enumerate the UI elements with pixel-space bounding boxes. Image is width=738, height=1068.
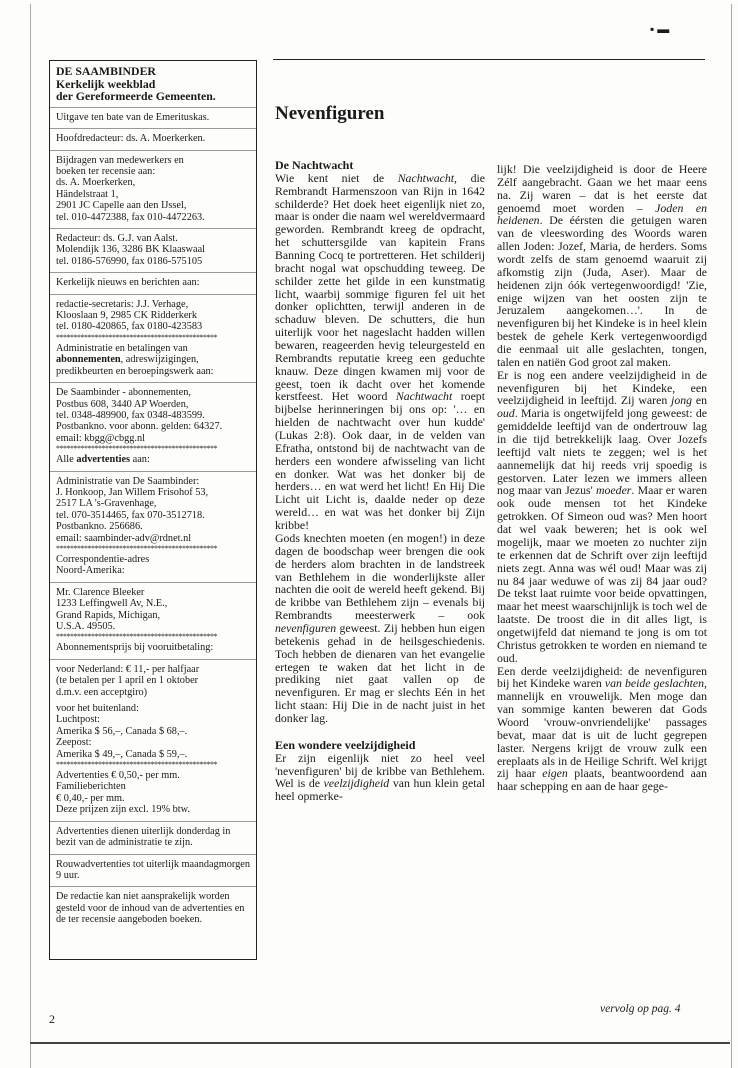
prices-abroad bbox=[56, 703, 250, 760]
line: De Saambinder - abonnementen, bbox=[56, 387, 191, 399]
text: Wie kent niet de bbox=[275, 170, 398, 185]
text: . Maar er waren ook oude mensen tot het Kindeke getrokken. Of Simeon oud was? Men hoort dat wel vaak beweren; het is ook wel mogelijk, maar we moeten zo nuchter zijn te erkennen dat de Schrift over zijn leeftijd niets zegt. Anna was wél oud! Maar was zij nu 84 jaar weduwe of was zij 84 jaar oud? De tekst laat ruimte voor beide opvattingen, maar het meest waarschijnlijk is toch wel de laatste. De troost die in dit alles ligt, is ongetwijfeld dat niemand te jong is om tot Christus getrokken te worden en niemand te oud. bbox=[497, 483, 707, 665]
text: Er is nog een andere veelzijdigheid in de nevenfiguren bij het Kindeke, een veelzijdigheid in leeftijd. Zij waren bbox=[497, 367, 707, 408]
divider bbox=[50, 821, 256, 822]
line: tel. 010-4472388, fax 010-4472263. bbox=[56, 211, 205, 223]
paragraph bbox=[275, 752, 485, 803]
line: (te betalen per 1 april en 1 oktober bbox=[56, 675, 199, 687]
line: Klooslaan 9, 2985 CK Ridderkerk bbox=[56, 310, 197, 322]
star-separator: ********************************************** bbox=[56, 761, 217, 770]
title-line: Kerkelijk weekblad bbox=[56, 76, 156, 91]
ads-address bbox=[56, 476, 250, 544]
bold-text: abonnementen bbox=[56, 354, 121, 366]
text: roept bijbelse herinneringen bij ons op: '… en hielden de nachtwacht over hun kudde' (Lukas 2:8). Ook daar, in de velden van Efratha, ontstond bij de nachtwacht van de herders een wondere afwisseling van licht en donker. Wat was het donker bij de herders… en wat werd het licht! En Hij Die Licht uit Licht is, daalde neder op deze wereld… en wat was het donker bij Zijn kribbe! bbox=[275, 389, 485, 533]
colophon-box bbox=[49, 60, 257, 960]
line: Bijdragen van medewerkers en bbox=[56, 154, 184, 166]
publisher-note: Uitgave ten bate van de Emerituskas. bbox=[56, 111, 210, 123]
title-line: der Gereformeerde Gemeenten. bbox=[56, 89, 216, 104]
divider bbox=[50, 128, 256, 129]
text: aan: bbox=[130, 454, 150, 466]
line: Administratie van De Saambinder: bbox=[56, 475, 200, 487]
prices-intro: Abonnementsprijs bij vooruitbetaling: bbox=[56, 642, 214, 654]
line: ds. A. Moerkerken, bbox=[56, 177, 136, 189]
line: Zeepost: bbox=[56, 737, 92, 749]
paragraph bbox=[275, 172, 485, 532]
print-marks: ▪ ▬ bbox=[650, 22, 670, 36]
line: 2517 LA 's-Gravenhage, bbox=[56, 498, 157, 510]
line: Mr. Clarence Bleeker bbox=[56, 586, 145, 598]
bottom-rule bbox=[30, 1042, 730, 1044]
line: Postbankno. voor abonn. gelden: 64327. bbox=[56, 421, 223, 433]
editor-address bbox=[56, 233, 250, 267]
line: Händelstraat 1, bbox=[56, 188, 119, 200]
correspondence-label bbox=[56, 554, 250, 577]
prices-netherlands bbox=[56, 664, 250, 698]
line: Luchtpost: bbox=[56, 714, 101, 726]
italic-text: van beide geslachten bbox=[604, 676, 705, 691]
line: € 0,40,- per mm. bbox=[56, 792, 125, 804]
divider bbox=[50, 150, 256, 151]
line: U.S.A. 49505. bbox=[56, 621, 116, 632]
line: Amerika $ 49,–, Canada $ 59,–. bbox=[56, 748, 188, 760]
line: 2901 JC Capelle aan den IJssel, bbox=[56, 200, 187, 212]
line: Redacteur: ds. G.J. van Aalst. bbox=[56, 233, 178, 245]
divider bbox=[50, 272, 256, 273]
ad-rates bbox=[56, 770, 250, 816]
line: Postbus 608, 3440 AP Woerden, bbox=[56, 398, 189, 410]
italic-text: moeder bbox=[596, 483, 632, 498]
text: Gods knechten moeten (en mogen!) in deze dagen de boodschap weer brengen die ook de herders alom brachten in de landstreek van Bethlehem in die wonderlijkste aller nachten die ooit de wereld heeft gekend. Bij de kribbe van Bethlehem zijn – evenals bij Rembrandts meesterwerk – ook bbox=[275, 530, 485, 623]
text: Er zijn eigenlijk niet zo heel veel 'nevenfiguren' bij de kribbe van Bethlehem. Wel is de bbox=[275, 750, 485, 791]
star-separator: ********************************************** bbox=[56, 633, 217, 642]
admin-intro bbox=[56, 343, 250, 377]
divider bbox=[50, 659, 256, 660]
divider bbox=[50, 854, 256, 855]
divider bbox=[50, 582, 256, 583]
article-title: Nevenfiguren bbox=[275, 103, 385, 124]
email-link[interactable]: email: saambinder-adv@rdnet.nl bbox=[56, 532, 192, 544]
line: boeken ter recensie aan: bbox=[56, 166, 156, 177]
line: tel. 0186-576990, fax 0186-575105 bbox=[56, 255, 203, 267]
continued-note: vervolg op pag. 4 bbox=[600, 1003, 681, 1015]
chief-editor: Hoofdredacteur: ds. A. Moerkerken. bbox=[56, 133, 206, 145]
header-rule bbox=[273, 59, 705, 60]
line: d.m.v. een acceptgiro) bbox=[56, 686, 148, 698]
italic-text: Joden en heidenen bbox=[497, 200, 707, 228]
divider bbox=[50, 228, 256, 229]
line: Deze prijzen zijn excl. 19% btw. bbox=[56, 804, 190, 816]
divider bbox=[50, 471, 256, 472]
italic-text: Nachtwacht bbox=[395, 389, 453, 404]
mourning-deadline: Rouwadvertenties tot uiterlijk maandagmorgen 9 uur. bbox=[56, 858, 250, 881]
line: tel. 0348-489900, fax 0348-483599. bbox=[56, 409, 205, 421]
line: Grand Rapids, Michigan, bbox=[56, 609, 161, 621]
article-column-1 bbox=[275, 159, 485, 803]
paragraph bbox=[497, 163, 707, 369]
bold-text: advertenties bbox=[76, 454, 131, 466]
line: Advertenties € 0,50,- per mm. bbox=[56, 770, 180, 782]
line: Postbankno. 256686. bbox=[56, 521, 143, 533]
north-america-address bbox=[56, 587, 250, 633]
line: Noord-Amerika: bbox=[56, 565, 125, 577]
line: Familieberichten bbox=[56, 781, 126, 793]
paragraph bbox=[275, 532, 485, 725]
text: , mannelijk en vrouwelijk. Men moge dan van sommige kanten beweren dat Gods Woord 'vrouw-onvriendelijke' passages bevat, maar dat is uit de lucht gegrepen laster. Nergens krijgt de vrouw zulk een ereplaats als in de Heilige Schrift. Wel krijgt zij haar bbox=[497, 676, 707, 781]
italic-text: nevenfiguren bbox=[275, 620, 337, 635]
line: Amerika $ 56,–, Canada $ 68,–. bbox=[56, 725, 188, 737]
paragraph bbox=[497, 369, 707, 665]
text: van hun klein getal heel opmerke- bbox=[275, 776, 485, 804]
page-number: 2 bbox=[49, 1012, 55, 1026]
text: Een derde veelzijdigheid: de nevenfiguren bij het Kindeke waren bbox=[497, 663, 707, 691]
line: Correspondentie-adres bbox=[56, 553, 150, 565]
disclaimer: De redactie kan niet aansprakelijk worden gesteld voor de inhoud van de advertenties en de ter recensie aangeboden boeken. bbox=[56, 891, 245, 926]
church-news-label: Kerkelijk nieuws en berichten aan: bbox=[56, 277, 200, 289]
italic-text: eigen bbox=[542, 766, 568, 781]
text: , adreswijzigingen, predikbeurten en beroepingswerk aan: bbox=[56, 354, 214, 377]
text: , die Rembrandt Harmenszoon van Rijn in 1642 schilderde? Het doek heet eigenlijk niet zo, maar is onder die naam wel wereldvermaard geworden. Rembrandt kreeg de opdracht, het schuttersgilde van kapitein Frans Banning Cocq te portretteren. Het schilderij bracht nogal wat opschudding teweeg. De schilder zette het gilde in een kunstmatig licht, waarbij sommige figuren fel uit het donker oplichtten, terwijl anderen in de schaduw bleven. De schutters, die hun uiterlijk voor het nageslacht hadden willen bewaren, reageerden hevig teleurgesteld en Rembrandts reputatie kreeg een geduchte knauw. Deze dingen kwamen mij voor de geest, toen ik dacht over het komende kerstfeest. Het woord bbox=[275, 170, 486, 404]
text: Alle bbox=[56, 454, 77, 466]
text: lijk! Die veelzijdigheid is door de Heere Zélf aangebracht. Gaan we het maar eens na. Zij waren – dat is het eerste dat genoemd moet worden – bbox=[497, 162, 707, 215]
subscriptions-address bbox=[56, 387, 250, 444]
italic-text: oud bbox=[497, 406, 515, 421]
title-line: DE SAAMBINDER bbox=[56, 64, 156, 78]
divider bbox=[50, 382, 256, 383]
colophon-title bbox=[56, 65, 250, 103]
line: voor het buitenland: bbox=[56, 703, 139, 715]
line: Molendijk 136, 3286 BK Klaaswaal bbox=[56, 244, 205, 256]
article-column-2 bbox=[497, 163, 707, 793]
divider bbox=[50, 107, 256, 108]
line: 1233 Leffingwell Av, N.E., bbox=[56, 598, 168, 610]
line: tel. 070-3514465, fax 070-3512718. bbox=[56, 509, 205, 521]
italic-text: Nachtwacht bbox=[397, 170, 455, 185]
star-separator: ********************************************** bbox=[56, 333, 217, 342]
star-separator: ********************************************** bbox=[56, 544, 217, 553]
star-separator: ********************************************** bbox=[56, 445, 217, 454]
section-heading: Een wondere veelzijdigheid bbox=[275, 737, 416, 752]
text: plaats, beantwoordend aan haar schepping en aan de haar gege- bbox=[497, 766, 707, 794]
paragraph bbox=[497, 665, 707, 794]
line: voor Nederland: € 11,- per halfjaar bbox=[56, 663, 200, 675]
divider bbox=[50, 294, 256, 295]
text: Administratie en betalingen van bbox=[56, 342, 188, 354]
ad-deadline: Advertenties dienen uiterlijk donderdag in bezit van de administratie te zijn. bbox=[56, 825, 231, 849]
email-link[interactable]: email: kbgg@cbgg.nl bbox=[56, 432, 145, 444]
text: . De éérsten die getuigen waren van de vleeswording des Woords waren allen Joden: Jozef, Maria, de herders. Soms wordt zelfs de stam genoemd waaruit zij afkomstig zijn (Juda, Aser). Maar de heidenen zijn óók vertegenwoordigd! 'Zie, enige wijzen van het oosten zijn te Jeruzalem aangekomen…'. In de nevenfiguren bij het Kindeke is in heel klein bestek de gehele Kerk vertegenwoordigd die eenmaal uit alle geslachten, tongen, talen en natiën God groot zal maken. bbox=[497, 213, 707, 369]
divider bbox=[50, 886, 256, 887]
text: geweest. Zij hebben hun eigen betekenis gehad in de heilsgeschiedenis. Toch hebben de dienaren van het evangelie ertegen te waken dat het licht in de prediking niet gaat vallen op de nevenfiguren. Er mag er slechts Eén in het licht staan: Hij Die in de nacht juist in het donker lag. bbox=[275, 620, 485, 725]
italic-text: jong bbox=[671, 393, 693, 408]
line: tel. 0180-420865, fax 0180-423583 bbox=[56, 321, 203, 333]
text: en bbox=[692, 393, 707, 408]
section-heading: De Nachtwacht bbox=[275, 158, 354, 172]
contributions-address bbox=[56, 155, 250, 223]
line: J. Honkoop, Jan Willem Frisohof 53, bbox=[56, 486, 209, 498]
italic-text: veelzijdigheid bbox=[323, 776, 390, 791]
line: redactie-secretaris: J.J. Verhage, bbox=[56, 298, 189, 310]
secretary-address bbox=[56, 299, 250, 333]
text: . Maria is ongetwijfeld jong geweest: de gemiddelde leeftijd van de ondertrouw lag in die tijd betrekkelijk laag. Over Jozefs leeftijd valt niets te zeggen; wel is het aannemelijk dat hij reeds vrij spoedig is gestorven. Later lezen we immers alleen nog maar van Jezus' bbox=[497, 406, 707, 498]
ads-intro bbox=[56, 454, 250, 465]
